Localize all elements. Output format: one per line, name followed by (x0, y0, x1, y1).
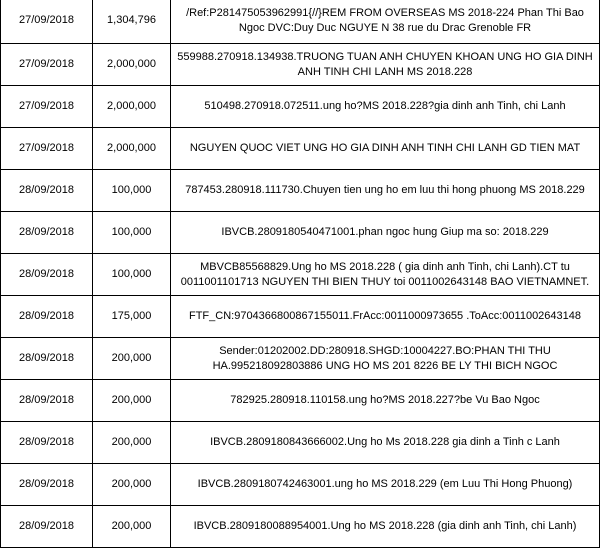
description-cell: IBVCB.2809180540471001.phan ngoc hung Giup ma so: 2018.229 (171, 212, 600, 254)
amount-cell: 200,000 (93, 506, 171, 548)
date-cell: 28/09/2018 (1, 296, 93, 338)
amount-cell: 100,000 (93, 170, 171, 212)
date-cell: 27/09/2018 (1, 44, 93, 86)
amount-cell: 200,000 (93, 464, 171, 506)
table-row (1, 464, 600, 506)
table-row (1, 506, 600, 548)
amount-cell: 200,000 (93, 422, 171, 464)
amount-cell: 200,000 (93, 380, 171, 422)
amount-cell: 100,000 (93, 254, 171, 296)
amount-cell: 1,304,796 (93, 0, 171, 44)
description-cell: /Ref:P281475053962991{//}REM FROM OVERSEAS MS 2018-224 Phan Thi Bao Ngoc DVC:Duy Duc NGUYE N 38 rue du Drac Grenoble FR (171, 0, 600, 44)
amount-cell: 2,000,000 (93, 128, 171, 170)
amount-cell: 2,000,000 (93, 44, 171, 86)
table-row (1, 254, 600, 296)
table-row (1, 338, 600, 380)
amount-cell: 200,000 (93, 338, 171, 380)
description-cell: NGUYEN QUOC VIET UNG HO GIA DINH ANH TINH CHI LANH GD TIEN MAT (171, 128, 600, 170)
description-cell: 787453.280918.111730.Chuyen tien ung ho em luu thi hong phuong MS 2018.229 (171, 170, 600, 212)
date-cell: 28/09/2018 (1, 422, 93, 464)
description-cell: 559988.270918.134938.TRUONG TUAN ANH CHUYEN KHOAN UNG HO GIA DINH ANH TINH CHI LANH MS 2018.228 (171, 44, 600, 86)
date-cell: 28/09/2018 (1, 338, 93, 380)
date-cell: 28/09/2018 (1, 212, 93, 254)
description-cell: 782925.280918.110158.ung ho?MS 2018.227?be Vu Bao Ngoc (171, 380, 600, 422)
description-cell: 510498.270918.072511.ung ho?MS 2018.228?gia dinh anh Tinh, chi Lanh (171, 86, 600, 128)
date-cell: 28/09/2018 (1, 254, 93, 296)
description-cell: IBVCB.2809180742463001.ung ho MS 2018.229 (em Luu Thi Hong Phuong) (171, 464, 600, 506)
description-cell: MBVCB85568829.Ung ho MS 2018.228 ( gia dinh anh Tinh, chi Lanh).CT tu 0011001101713 NGUYEN THI BIEN THUY toi 0011002643148 BAO VIETNAMNET. (171, 254, 600, 296)
description-cell: IBVCB.2809180088954001.Ung ho MS 2018.228 (gia dinh anh Tinh, chi Lanh) (171, 506, 600, 548)
date-cell: 28/09/2018 (1, 506, 93, 548)
description-cell: Sender:01202002.DD:280918.SHGD:10004227.BO:PHAN THI THU HA.995218092803886 UNG HO MS 201 8226 BE LY THI BICH NGOC (171, 338, 600, 380)
table-row (1, 0, 600, 44)
table-row (1, 296, 600, 338)
date-cell: 27/09/2018 (1, 86, 93, 128)
date-cell: 28/09/2018 (1, 464, 93, 506)
table-row (1, 128, 600, 170)
date-cell: 27/09/2018 (1, 128, 93, 170)
table-row (1, 380, 600, 422)
date-cell: 28/09/2018 (1, 380, 93, 422)
amount-cell: 100,000 (93, 212, 171, 254)
table-row (1, 44, 600, 86)
amount-cell: 175,000 (93, 296, 171, 338)
amount-cell: 2,000,000 (93, 86, 171, 128)
table-row (1, 212, 600, 254)
date-cell: 28/09/2018 (1, 170, 93, 212)
description-cell: FTF_CN:9704366800867155011.FrAcc:0011000973655 .ToAcc:0011002643148 (171, 296, 600, 338)
date-cell: 27/09/2018 (1, 0, 93, 44)
description-cell: IBVCB.2809180843666002.Ung ho Ms 2018.228 gia dinh a Tinh c Lanh (171, 422, 600, 464)
table-row (1, 170, 600, 212)
table-row (1, 86, 600, 128)
table-row (1, 422, 600, 464)
